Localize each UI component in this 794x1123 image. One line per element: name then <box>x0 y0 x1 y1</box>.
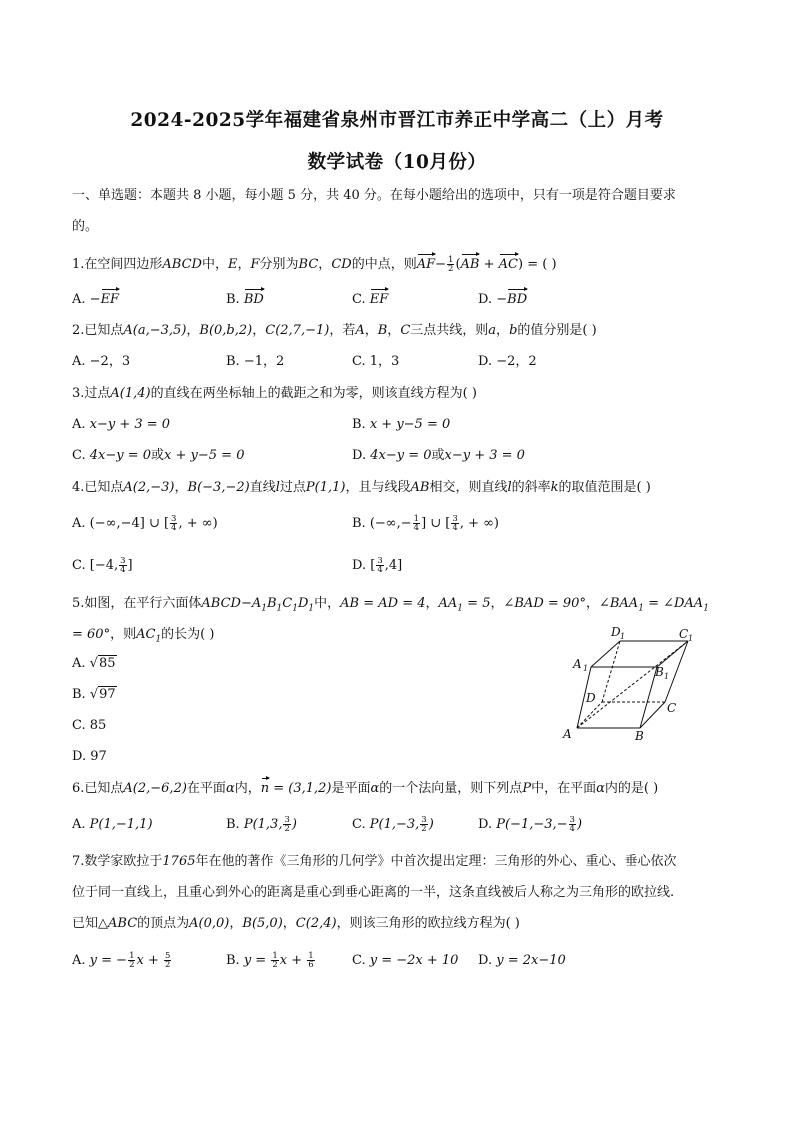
option-text: ,4] <box>384 558 403 573</box>
q2-var: B <box>377 323 388 338</box>
numerator: 1 <box>272 951 278 961</box>
q2-var: a <box>488 323 497 338</box>
numerator: 1 <box>308 951 314 961</box>
option-text: x + <box>136 953 163 968</box>
q4-option-a[interactable] <box>72 515 218 533</box>
q5-option-d[interactable]: D. 97 <box>72 749 107 764</box>
q6-text: 中，在平面 <box>531 781 597 796</box>
sqrt-sign: √ <box>89 687 99 702</box>
q1-text: − <box>435 257 447 272</box>
q2-point-c: C(2,7,−1) <box>265 323 330 338</box>
q7-text: 7.数学家欧拉于 <box>72 854 163 869</box>
q1-edge-cd: CD <box>331 257 352 272</box>
q4-point-b: B(−3,−2) <box>187 480 250 495</box>
question-3 <box>72 385 477 403</box>
option-text: [−4, <box>89 558 119 573</box>
question-7-line3 <box>72 915 520 933</box>
q7-text: ，则该三角形的欧拉线方程为( ) <box>336 916 520 931</box>
denominator: 2 <box>272 960 278 970</box>
q6-option-a[interactable] <box>72 816 153 834</box>
q1-text: ， <box>237 257 251 272</box>
subscript: 1 <box>155 634 162 645</box>
edge-a1-d1 <box>591 641 620 667</box>
option-label: C. <box>352 292 370 307</box>
q7-option-a[interactable] <box>72 952 172 970</box>
option-text: P(1,3, <box>243 817 283 832</box>
option-text: ] <box>127 558 133 573</box>
q5-math: = ∠DAA <box>643 596 704 611</box>
q1-quad: ABCD <box>162 257 202 272</box>
q2-text: ， <box>364 323 378 338</box>
q3-option-c[interactable] <box>72 447 244 465</box>
edge-d-d1-hidden <box>602 641 620 702</box>
option-vector: BD <box>243 292 264 307</box>
numerator: 3 <box>569 815 575 825</box>
subscript: 1 <box>703 603 709 614</box>
denominator: 2 <box>448 264 454 274</box>
q2-text: ， <box>496 323 510 338</box>
option-label: A. <box>72 953 90 968</box>
numerator: 3 <box>421 815 427 825</box>
section-instructions-line1: 一、单选题：本题共 8 小题，每小题 5 分，共 40 分。在每小题给出的选项中，只有一项是符合题目要求 <box>72 188 676 203</box>
option-fraction <box>376 557 383 574</box>
denominator: 4 <box>569 824 575 834</box>
question-7 <box>72 853 677 871</box>
q1-text: 分别为 <box>259 257 299 272</box>
denominator: 2 <box>421 824 427 834</box>
q2-text: ， <box>252 323 266 338</box>
option-label: B. <box>226 817 244 832</box>
option-vector: BD <box>507 292 528 307</box>
q4-text: 的斜率 <box>511 480 551 495</box>
q5-option-b[interactable] <box>72 686 117 704</box>
q2-option-b[interactable]: B. −1，2 <box>226 354 285 369</box>
q6-point-a: A(2,−6,2) <box>123 781 187 796</box>
q1-text: 中， <box>201 257 228 272</box>
q5-math: = 5 <box>463 596 491 611</box>
q2-point-b: B(0,b,2) <box>199 323 253 338</box>
option-text: y = − <box>89 953 128 968</box>
denominator: 6 <box>308 960 314 970</box>
option-label: C. <box>72 448 90 463</box>
q5-math: AC <box>136 627 156 642</box>
option-text: 4x−y = 0 <box>89 448 152 463</box>
option-text: − <box>89 292 101 307</box>
edge-ad-hidden <box>577 702 602 728</box>
subscript: 1 <box>457 603 464 614</box>
option-text: x−y + 3 = 0 <box>89 417 171 432</box>
parallelepiped-figure <box>555 620 715 745</box>
option-text: 4x−y = 0 <box>370 448 432 463</box>
option-text: x−y + 3 = 0 <box>444 448 525 463</box>
q4-text: 相交，则直线 <box>429 480 508 495</box>
numerator: 3 <box>120 556 126 566</box>
q5-text: 的长为( ) <box>161 627 215 642</box>
sqrt <box>90 655 117 673</box>
q4-var: l <box>275 480 280 495</box>
subscript: 1 <box>261 603 267 614</box>
option-text: (−∞,−4] ∪ [ <box>89 516 170 531</box>
option-label: D. <box>478 292 497 307</box>
q1-fraction <box>447 256 454 273</box>
q1-vector-ab: AB <box>460 257 480 272</box>
q7-text: ， <box>229 916 243 931</box>
q7-option-c[interactable] <box>352 952 458 970</box>
q1-option-a[interactable] <box>72 291 119 309</box>
denominator: 4 <box>171 523 177 533</box>
q2-var: C <box>400 323 411 338</box>
q7-text: 年在他的著作《三角形的几何学》中首次提出定理：三角形的外心、重心、垂心依次 <box>195 854 677 869</box>
question-2 <box>72 322 597 340</box>
q4-segment: AB <box>410 480 430 495</box>
q1-text: 的中点，则 <box>351 257 417 272</box>
option-text: y = −2x + 10 <box>369 953 459 968</box>
denominator: 4 <box>377 565 383 575</box>
option-label: A. <box>72 656 90 671</box>
numerator: 3 <box>171 514 177 524</box>
q5-math: AA <box>438 596 458 611</box>
option-text: ) <box>291 817 297 832</box>
numerator: 5 <box>164 951 171 961</box>
q5-text: 中， <box>314 596 341 611</box>
q1-option-b[interactable] <box>226 291 264 309</box>
q1-text: = ( ) <box>523 257 557 272</box>
option-label: B. <box>352 516 370 531</box>
option-text: y = <box>243 953 271 968</box>
option-text: − <box>496 292 508 307</box>
option-fraction <box>128 952 135 969</box>
option-vector: EF <box>369 292 389 307</box>
label-c1: C <box>679 627 689 641</box>
q7-option-d[interactable] <box>478 952 566 970</box>
q7-point-c: C(2,4) <box>295 916 337 931</box>
label-b: B <box>635 729 644 743</box>
question-1 <box>72 256 557 274</box>
option-fraction <box>451 515 458 532</box>
section-instructions-line2: 的。 <box>72 219 99 234</box>
option-label: C. <box>352 817 370 832</box>
option-text: 或 <box>151 448 165 463</box>
option-fraction <box>271 952 278 969</box>
option-label: B. <box>226 292 244 307</box>
denominator: 4 <box>452 523 458 533</box>
label-a: A <box>563 727 572 741</box>
option-fraction <box>413 515 420 532</box>
q2-point-a: A(a,−3,5) <box>123 323 187 338</box>
option-fraction <box>569 816 576 833</box>
radicand: 97 <box>99 687 116 702</box>
q4-text: 的取值范围是( ) <box>558 480 651 495</box>
q4-text: 直线 <box>249 480 276 495</box>
q7-option-b[interactable] <box>226 952 316 970</box>
numerator: 1 <box>413 514 420 524</box>
q2-option-a[interactable]: A. −2，3 <box>72 354 131 369</box>
q2-var: b <box>509 323 518 338</box>
q7-triangle: △ABC <box>98 916 138 931</box>
q4-point-p: P(1,1) <box>305 480 346 495</box>
q5-solid: ABCD−A <box>201 596 262 611</box>
option-label: C. <box>352 953 370 968</box>
q1-option-c[interactable] <box>352 291 388 309</box>
option-label: A. <box>72 292 90 307</box>
question-5-line2 <box>72 626 214 649</box>
denominator: 2 <box>284 824 290 834</box>
q5-option-a[interactable] <box>72 655 117 673</box>
option-text: y = 2x−10 <box>496 953 566 968</box>
q2-option-d[interactable]: D. −2，2 <box>478 354 537 369</box>
q6-option-c[interactable] <box>352 816 434 834</box>
question-4 <box>72 479 651 497</box>
q1-vector-af: AF <box>416 257 436 272</box>
q6-text: 的一个法向量，则下列点 <box>379 781 523 796</box>
numerator: 1 <box>448 255 454 265</box>
q5-solid: B <box>266 596 277 611</box>
option-fraction <box>164 952 171 969</box>
radicand: 85 <box>98 656 116 671</box>
q4-var: l <box>507 480 512 495</box>
option-text: 或 <box>431 448 445 463</box>
label-d1: D <box>611 625 621 639</box>
option-label: A. <box>72 817 90 832</box>
q4-option-d[interactable] <box>352 557 402 575</box>
option-label: B. <box>352 417 370 432</box>
numerator: 3 <box>452 514 458 524</box>
exam-title-line2: 数学试卷（10月份） <box>307 152 487 173</box>
subscript: 1 <box>292 603 298 614</box>
label-c: C <box>667 701 677 715</box>
denominator: 2 <box>129 960 135 970</box>
q6-text: 是平面 <box>331 781 371 796</box>
sqrt-sign: √ <box>89 656 98 671</box>
exam-title-line1: 2024-2025学年福建省泉州市晋江市养正中学高二（上）月考 <box>130 110 664 131</box>
q5-text: ， <box>425 596 439 611</box>
q1-point-e: E <box>227 257 238 272</box>
q5-math: = 60° <box>72 627 111 642</box>
option-vector: EF <box>100 292 120 307</box>
q1-text: ， <box>318 257 332 272</box>
q4-option-b[interactable] <box>352 515 499 533</box>
q3-option-d[interactable] <box>352 447 525 465</box>
denominator: 4 <box>120 565 126 575</box>
option-label: D. <box>478 953 497 968</box>
option-text: ) <box>428 817 434 832</box>
option-fraction <box>119 557 126 574</box>
numerator: 3 <box>284 815 290 825</box>
label-d: D <box>586 691 596 705</box>
q4-text: ， <box>174 480 188 495</box>
option-text: x + y−5 = 0 <box>369 417 451 432</box>
option-label: D. <box>352 448 371 463</box>
sqrt <box>90 686 117 704</box>
q7-point-a: A(0,0) <box>189 916 230 931</box>
denominator: 4 <box>413 523 420 533</box>
q5-text: ，则 <box>110 627 137 642</box>
option-label: D. <box>478 817 497 832</box>
q2-var: A <box>355 323 365 338</box>
q7-text: 已知 <box>72 916 99 931</box>
subscript: 1 <box>308 603 315 614</box>
q6-option-d[interactable] <box>478 816 582 834</box>
option-label: A. <box>72 417 90 432</box>
q3-option-b[interactable] <box>352 416 450 434</box>
q6-point: P <box>522 781 532 796</box>
q6-option-b[interactable] <box>226 816 297 834</box>
q6-math: = (3,1,2) <box>269 781 332 796</box>
q3-option-a[interactable] <box>72 416 170 434</box>
option-fraction <box>283 816 290 833</box>
option-label: B. <box>72 687 90 702</box>
subscript: 1 <box>638 603 644 614</box>
q2-text: 三点共线，则 <box>410 323 489 338</box>
q2-text: 2.已知点 <box>72 323 124 338</box>
option-text: ) <box>576 817 583 832</box>
subscript: 1 <box>276 603 283 614</box>
q2-option-c[interactable]: C. 1，3 <box>352 354 400 369</box>
option-text: P(−1,−3,− <box>496 817 568 832</box>
option-text: P(1,−3, <box>369 817 420 832</box>
q5-solid: D <box>297 596 309 611</box>
label-a1: A <box>573 657 582 671</box>
option-fraction <box>420 816 427 833</box>
q3-point: A(1,4) <box>110 386 151 401</box>
option-text: , + ∞) <box>459 516 500 531</box>
q6-normal-vector: n <box>260 781 270 796</box>
q6-text: 内， <box>234 781 261 796</box>
q1-edge-bc: BC <box>298 257 319 272</box>
q5-option-c[interactable]: C. 85 <box>72 718 107 733</box>
q2-text: ， <box>186 323 200 338</box>
q1-point-f: F <box>250 257 260 272</box>
q2-text: 的值分别是( ) <box>517 323 597 338</box>
q3-text: 的直线在两坐标轴上的截距之和为零，则该直线方程为( ) <box>150 386 477 401</box>
q1-vector-ac: AC <box>498 257 518 272</box>
q7-text: ， <box>282 916 296 931</box>
q4-text: 4.已知点 <box>72 480 124 495</box>
q7-year: 1765 <box>162 854 196 869</box>
q5-text: ， <box>490 596 504 611</box>
numerator: 1 <box>129 951 135 961</box>
q6-plane: α <box>596 781 605 796</box>
option-label: D. <box>352 558 371 573</box>
option-text: [ <box>370 558 376 573</box>
option-text: x + y−5 = 0 <box>164 448 245 463</box>
question-7-line2: 位于同一直线上，且重心到外心的距离是重心到垂心距离的一半，这条直线被后人称之为三角形的欧拉线. <box>72 885 675 900</box>
q1-text: + <box>479 257 499 272</box>
q6-plane: α <box>225 781 235 796</box>
option-text: x + <box>279 953 307 968</box>
q4-point-a: A(2,−3) <box>123 480 175 495</box>
question-5 <box>72 595 709 618</box>
option-text: ] ∪ [ <box>421 516 451 531</box>
q2-text: ， <box>387 323 401 338</box>
q2-text: ，若 <box>329 323 356 338</box>
q6-text: 6.已知点 <box>72 781 124 796</box>
option-text: P(1,−1,1) <box>89 817 153 832</box>
option-label: B. <box>226 953 244 968</box>
label-b1: B <box>655 665 664 679</box>
label-b1-sub: 1 <box>664 672 670 681</box>
q5-math: ∠BAD = 90° <box>503 596 586 611</box>
q1-option-d[interactable] <box>478 291 527 309</box>
q5-math: AB = AD = 4 <box>340 596 426 611</box>
q5-text: 5.如图，在平行六面体 <box>72 596 202 611</box>
q7-text: 的顶点为 <box>137 916 190 931</box>
q1-text: 1.在空间四边形 <box>72 257 163 272</box>
q1-text: ) <box>518 257 524 272</box>
q7-point-b: B(5,0) <box>242 916 283 931</box>
q4-var: k <box>550 480 559 495</box>
option-text: , + ∞) <box>178 516 218 531</box>
q1-text: ( <box>455 257 461 272</box>
label-a1-sub: 1 <box>583 664 589 673</box>
q6-text: 在平面 <box>186 781 226 796</box>
option-fraction <box>307 952 314 969</box>
q6-plane: α <box>370 781 380 796</box>
option-label: A. <box>72 516 90 531</box>
numerator: 3 <box>377 556 383 566</box>
q4-text: ，且与线段 <box>345 480 411 495</box>
q5-solid: C <box>282 596 293 611</box>
q6-text: 内的是( ) <box>604 781 659 796</box>
q4-option-c[interactable] <box>72 557 133 575</box>
option-text: (−∞,− <box>369 516 412 531</box>
question-6 <box>72 780 658 798</box>
denominator: 2 <box>164 960 171 970</box>
option-label: C. <box>72 558 90 573</box>
q4-text: 过点 <box>279 480 306 495</box>
q3-text: 3.过点 <box>72 386 111 401</box>
label-d1-sub: 1 <box>620 632 626 641</box>
q5-text: ， <box>585 596 599 611</box>
q5-math: ∠BAA <box>598 596 639 611</box>
label-c1-sub: 1 <box>688 634 694 643</box>
option-fraction <box>170 515 177 532</box>
